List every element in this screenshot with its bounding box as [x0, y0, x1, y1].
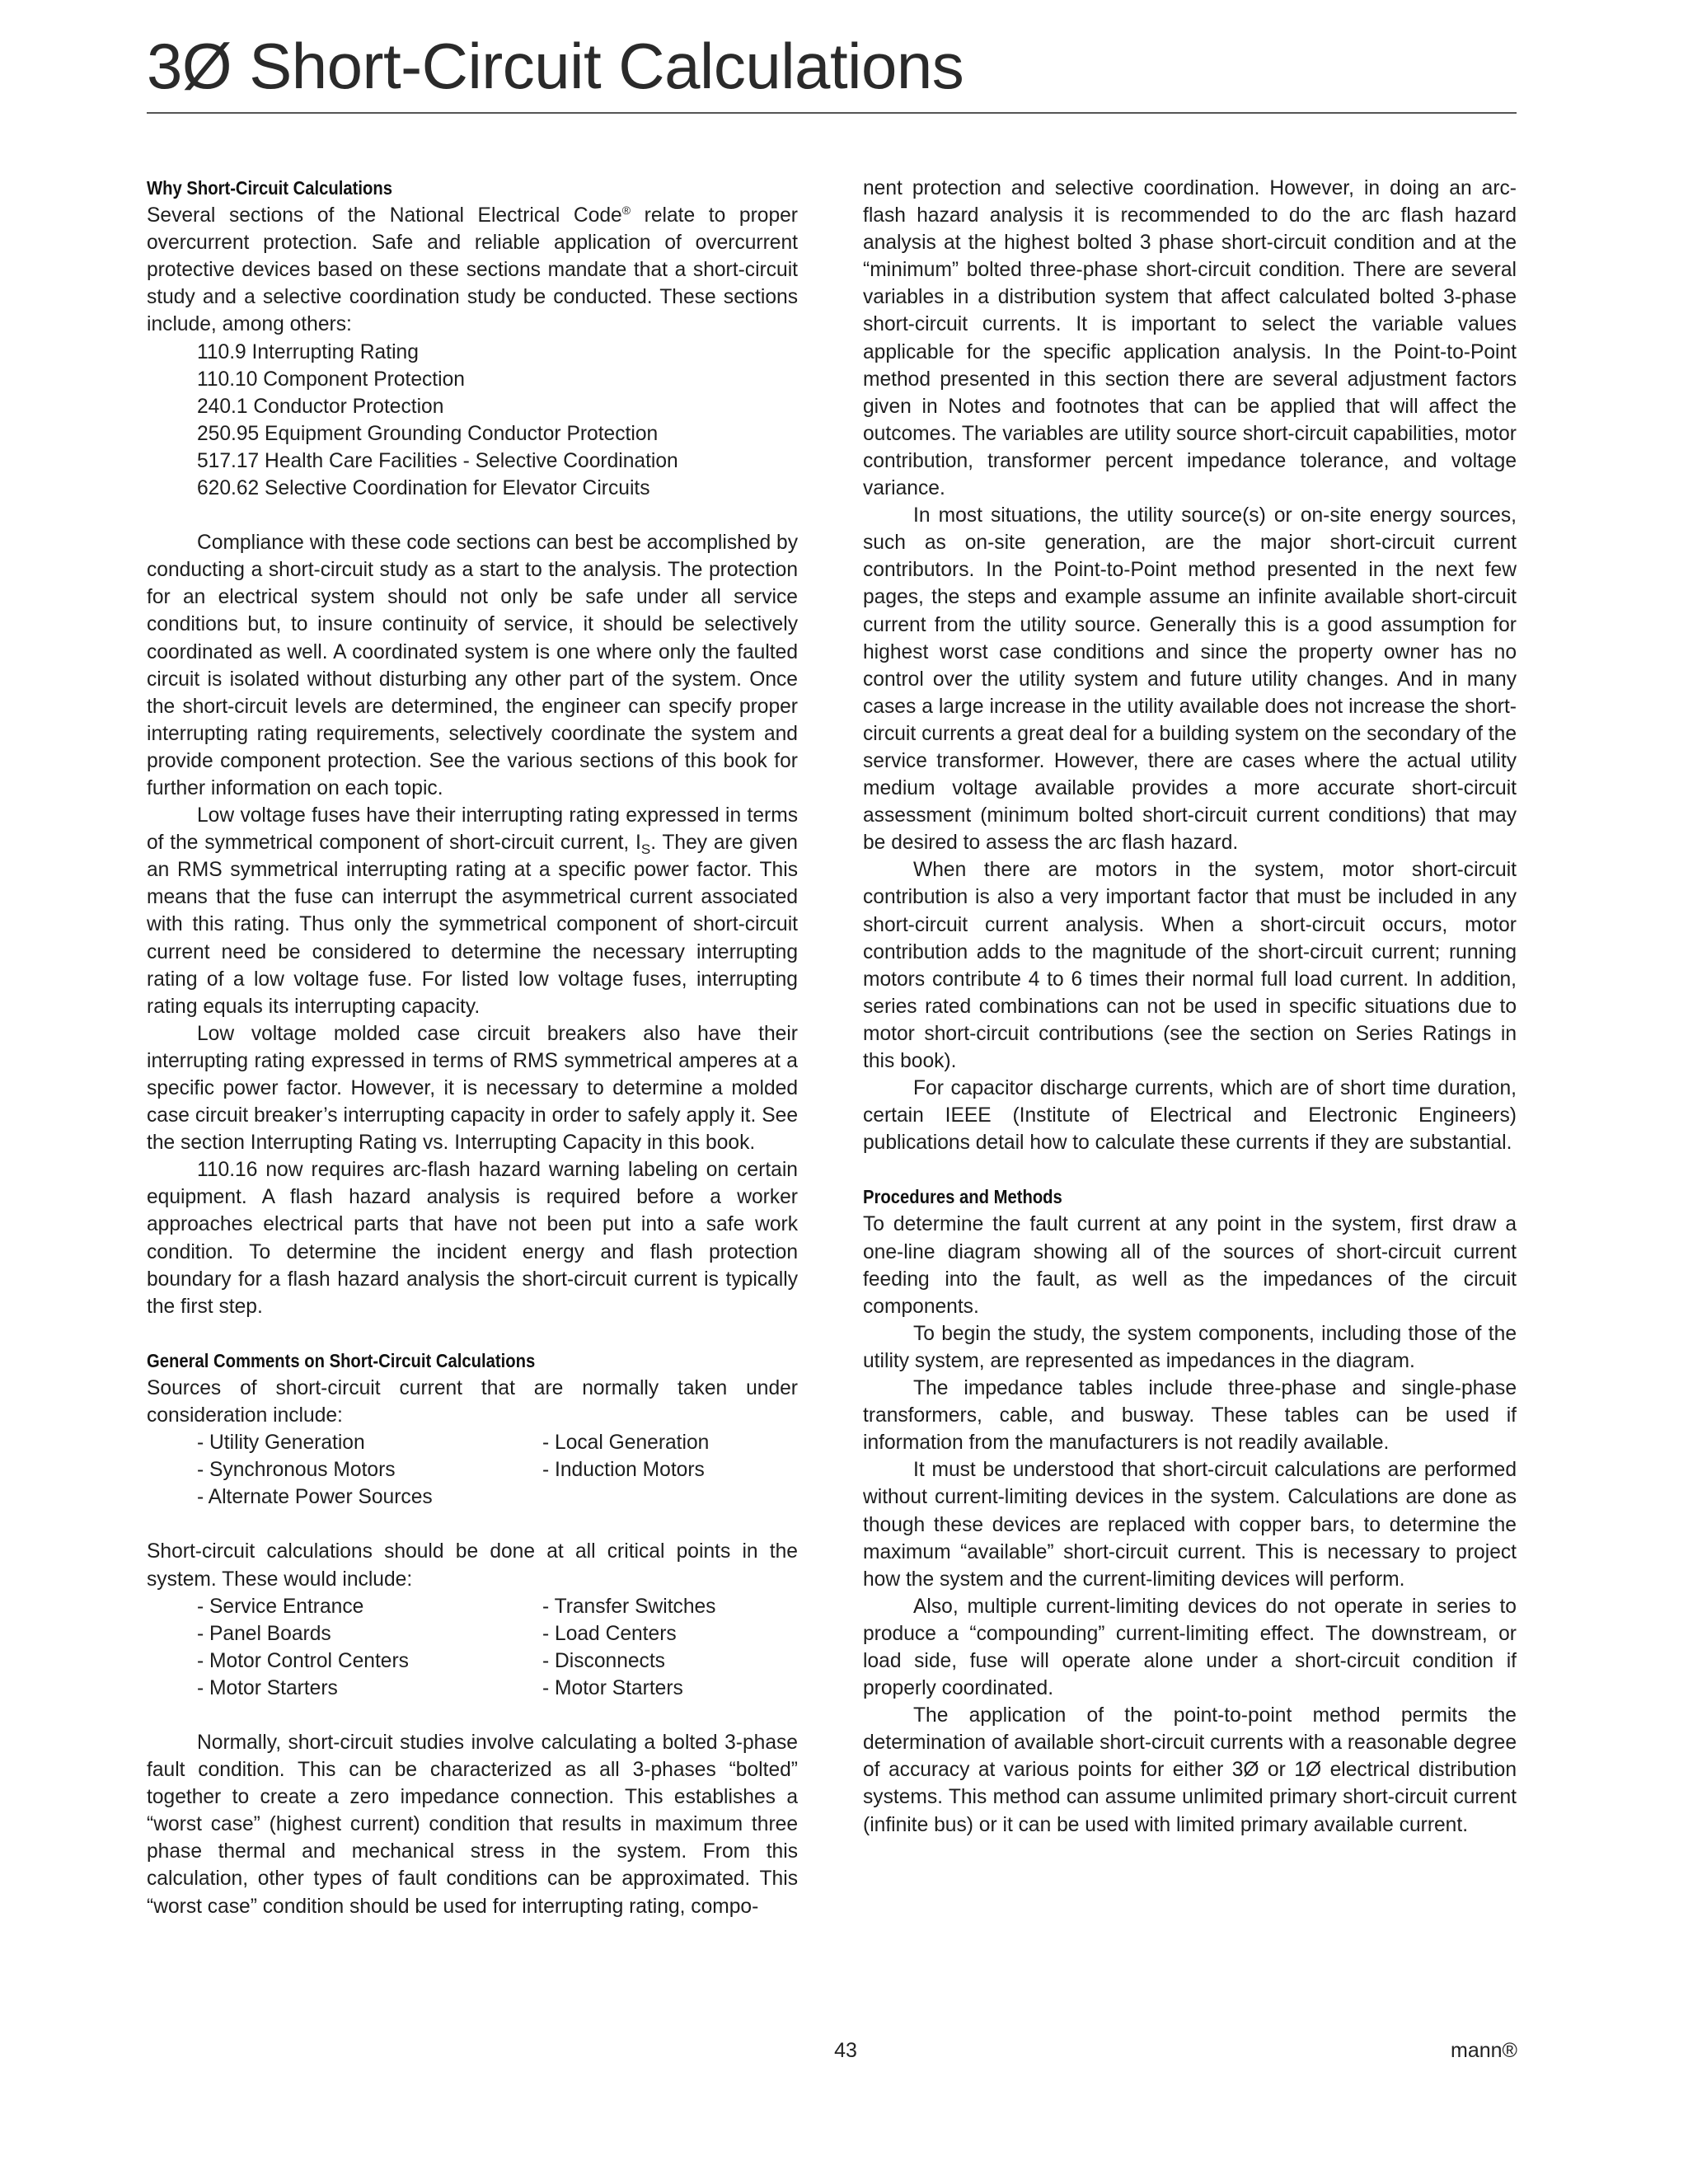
paragraph-application: The application of the point-to-point method permits the determination of available short-circuit currents with a reasonable degree of accuracy at various points for either 3Ø or 1Ø electrical distribution systems. This method can assume unlimited primary short-circuit current (infinite bus) or it can be used with limited primary available current. — [863, 1704, 1517, 1836]
fuses-text-cont: . They are given an RMS symmetrical interrupting rating at a specific power factor. This means that the fuse can interrupt the asymmetrical current associated with this rating. Thus only the symmetrical component of short-circuit current need be considered to determine the necessary interrupting rating of a low voltage fuse. For listed low voltage fuses, interrupting rating equals its interrupting capacity. — [147, 832, 798, 1018]
code-section-item: 250.95 Equipment Grounding Conductor Protection — [197, 422, 659, 445]
list-item: - Transfer Switches — [542, 1595, 716, 1618]
paragraph-breakers: Low voltage molded case circuit breakers also have their interrupting rating expressed in terms of RMS symmetrical amperes at a specific power factor. However, it is necessary to determine a molded case circuit breaker’s interrupting capacity in order to safely apply it. See the section Interrupting Rating vs. Interrupting Capacity in this book. — [147, 1022, 798, 1155]
section-heading-procedures: Procedures and Methods — [863, 1186, 1062, 1208]
paragraph-continued: nent protection and selective coordination. However, in doing an arc-flash hazard analysis it is recommended to do the arc flash hazard analysis at the highest bolted 3 phase short-circuit condition and at the “minimum” bolted three-phase short-circuit condition. There are several variables in a distribution system that affect calculated bolted 3-phase short-circuit currents. It is important to select the variable values applicable for the specific application analysis. In the Point-to-Point method presented in this section there are several adjustment factors given in Notes and footnotes that can be applied that will affect the outcomes. The variables are utility source short-circuit capabilities, motor contribution, transformer percent impedance tolerance, and voltage variance. — [863, 177, 1517, 500]
list-item: - Service Entrance — [197, 1595, 364, 1618]
list-item: - Utility Generation — [197, 1432, 365, 1455]
fuses-text: Low voltage fuses have their interrupting rating expressed in terms of the symmetrical component of short-circuit current, I — [147, 804, 798, 855]
critical-points-list — [147, 1593, 798, 1702]
code-section-item: 110.10 Component Protection — [197, 368, 465, 391]
list-item: - Induction Motors — [542, 1459, 705, 1482]
title-divider — [147, 112, 1517, 114]
paragraph-utility: In most situations, the utility source(s) or on-site energy sources, such as on-site generation, are the major short-circuit current contributors. In the Point-to-Point method presented in the next few pages, the steps and example assume an infinite available short-circuit current from the utility source. Generally this is a good assumption for highest worst case conditions and since the property owner has no control over the utility system and future utility changes. And in many cases a large increase in the utility available does not increase the short-circuit currents a great deal for a building system on the secondary of the service transformer. However, there are cases where the actual utility medium voltage available provides a more accurate short-circuit assessment (minimum bolted short-circuit current conditions) that may be desired to assess the arc flash hazard. — [863, 504, 1517, 855]
general-intro-paragraph: Sources of short-circuit current that are normally taken under consideration include: — [147, 1376, 798, 1427]
paragraph-tables: The impedance tables include three-phase and single-phase transformers, cable, and busway. These tables can be used if information from the manufacturers is not readily available. — [863, 1377, 1517, 1455]
points-intro-paragraph: Short-circuit calculations should be done at all critical points in the system. These would include: — [147, 1540, 798, 1591]
paragraph-compliance: Compliance with these code sections can best be accomplished by conducting a short-circuit study as a start to the analysis. The protection for an electrical system should not only be safe under all service conditions but, to insure continuity of service, it should be selectively coordinated as well. A coordinated system is one where only the faulted circuit is isolated without disturbing any other part of the system. Once the short-circuit levels are determined, the engineer can specify proper interrupting rating requirements, selectively coordinate the system and provide component protection. See the various sections of this book for further information on each topic. — [147, 532, 798, 799]
list-item: - Synchronous Motors — [197, 1459, 396, 1482]
list-item: - Disconnects — [542, 1649, 665, 1672]
paragraph-begin: To begin the study, the system components, including those of the utility system, are represented as impedances in the diagram. — [863, 1322, 1517, 1372]
footer-brand: mann® — [1451, 2039, 1517, 2062]
code-section-item: 517.17 Health Care Facilities - Selective Coordination — [197, 449, 678, 472]
paragraph-arcflash: 110.16 now requires arc-flash hazard warning labeling on certain equipment. A flash hazard analysis is required before a worker approaches electrical parts that have not been put into a safe work condition. To determine the incident energy and flash protection boundary for a flash hazard analysis the short-circuit current is typically the first step. — [147, 1159, 798, 1318]
code-section-item: 240.1 Conductor Protection — [197, 395, 444, 418]
sources-list — [147, 1429, 798, 1511]
paragraph-motors: When there are motors in the system, motor short-circuit contribution is also a very important factor that must be included in any short-circuit current analysis. When a short-circuit occurs, motor contribution adds to the magnitude of the short-circuit current; running motors contribute 4 to 6 times their normal full load current. In addition, series rated combinations can not be used in specific situations due to motor short-circuit contributions (see the section on Series Ratings in this book). — [863, 859, 1517, 1072]
paragraph-fuses — [147, 802, 798, 1020]
left-column — [147, 175, 798, 1920]
code-section-item: 110.9 Interrupting Rating — [197, 340, 419, 363]
paragraph-procedures: To determine the fault current at any point in the system, first draw a one-line diagram showing all of the sources of short-circuit current feeding into the fault, as well as the impedances of the circuit components. — [863, 1213, 1517, 1318]
list-item — [542, 1483, 839, 1511]
symmetrical-subscript: S — [640, 841, 651, 858]
paragraph-normally: Normally, short-circuit studies involve calculating a bolted 3-phase fault condition. This can be characterized as all 3-phases “bolted” together to create a zero impedance connection. This establishes a “worst case” (highest current) condition that results in maximum three phase thermal and mechanical stress in the system. From this calculation, other types of fault conditions can be approximated. This “worst case” condition should be used for interrupting rating, compo- — [147, 1731, 798, 1918]
code-section-list — [147, 339, 798, 503]
paragraph-capacitor: For capacitor discharge currents, which are of short time duration, certain IEEE (Institute of Electrical and Electronic Engineers) publications detail how to calculate these currents if they are substantial. — [863, 1077, 1517, 1155]
list-item: - Alternate Power Sources — [197, 1486, 433, 1509]
section-heading-general: General Comments on Short-Circuit Calculations — [147, 1349, 536, 1371]
code-section-item: 620.62 Selective Coordination for Elevator Circuits — [197, 477, 650, 500]
section-heading-why: Why Short-Circuit Calculations — [147, 177, 393, 199]
list-item: - Motor Starters — [197, 1676, 338, 1699]
registered-mark: ® — [621, 203, 631, 217]
why-intro-paragraph — [147, 202, 798, 338]
paragraph-understood: It must be understood that short-circuit calculations are performed without current-limiting devices in the system. Calculations are done as though these devices are replaced with copper bars, to determine the maximum “available” short-circuit current. This is necessary to project how the system and the current-limiting devices will perform. — [863, 1459, 1517, 1591]
list-item: - Motor Control Centers — [197, 1649, 409, 1672]
list-item: - Load Centers — [542, 1622, 677, 1645]
page-title: 3Ø Short-Circuit Calculations — [147, 30, 964, 102]
list-item: - Motor Starters — [542, 1676, 683, 1699]
list-item: - Local Generation — [542, 1432, 710, 1455]
list-item: - Panel Boards — [197, 1622, 331, 1645]
page-number: 43 — [834, 2039, 857, 2062]
why-intro-text: Several sections of the National Electrical Code — [147, 204, 622, 227]
why-intro-text-cont: relate to proper overcurrent protection. Safe and reliable application of overcurrent protective devices based on these sections mandate that a short-circuit study and a selective coordination study be conducted. These sections include, among others: — [147, 204, 798, 336]
right-column — [863, 175, 1517, 1839]
paragraph-multiple: Also, multiple current-limiting devices do not operate in series to produce a “compounding” current-limiting effect. The downstream, or load side, fuse will operate alone under a short-circuit condition if properly coordinated. — [863, 1595, 1517, 1700]
